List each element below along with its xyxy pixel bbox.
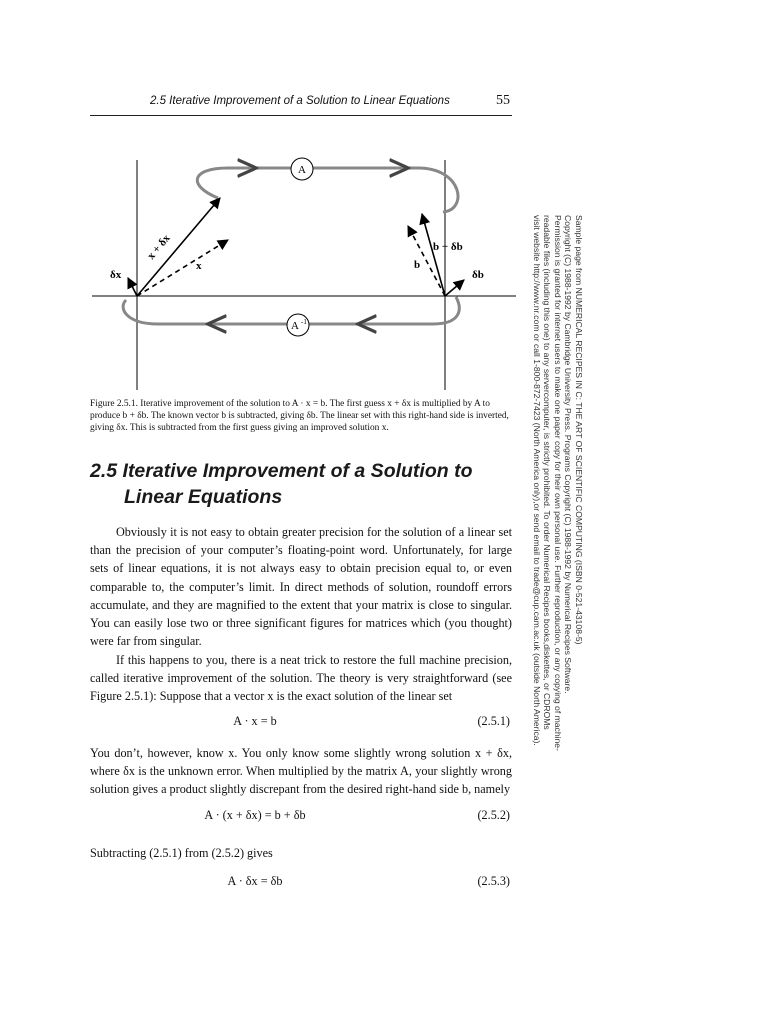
- equation-2-5-3: [90, 874, 512, 892]
- b-label: b: [414, 259, 421, 271]
- top-mapping-curve: [197, 168, 458, 212]
- x-plus-dx-label: x + δx: [145, 232, 173, 262]
- dx-label: δx: [110, 269, 122, 281]
- vector-b-plus-db: [422, 214, 445, 296]
- section-heading: [90, 458, 520, 510]
- x-label: x: [196, 260, 202, 272]
- matrix-A-inverse-label: A: [291, 320, 299, 332]
- vector-db: [445, 280, 464, 296]
- equation-expression: A · x = b: [233, 714, 277, 728]
- copyright-sidebar: [531, 215, 584, 785]
- paragraph-1: [90, 523, 512, 650]
- iterative-improvement-diagram: [88, 150, 518, 390]
- section-heading-line2: Linear Equations: [124, 486, 283, 508]
- matrix-A-inverse-exponent: -1: [301, 318, 307, 326]
- sidebar-line-4: readable files (including this one) to any servercomputer, is strictly prohibited. To order Numerical Recipes books,diskettes, or CDROMs: [542, 215, 553, 730]
- paragraph-1-text: Obviously it is not easy to obtain greater precision for the solution of a linear set than the precision of your computer’s floating-point word. Unfortunately, for large sets of linear equations, it is not always easy to obtain precision equal to, or even comparable to, the computer’s limit. In direct methods of solution, roundoff errors accumulate, and they are magnified to the extent that your matrix is close to singular. You can easily lose two or three significant figures for matrices which (you thought) were far from singular.: [90, 525, 512, 649]
- vector-dx: [128, 278, 137, 296]
- db-label: δb: [472, 269, 484, 281]
- section-heading-line1: 2.5 Iterative Improvement of a Solution to: [90, 460, 473, 482]
- sidebar-line-1: Sample page from NUMERICAL RECIPES IN C: THE ART OF SCIENTIFIC COMPUTING (ISBN 0-521-43108-5): [574, 215, 584, 645]
- equation-2-5-1: [90, 714, 512, 732]
- sidebar-line-5: visit website http://www.nr.com or call 1-800-872-7423 (North America only),or send email to trade@cup.cam.ac.uk (outside North America).: [531, 215, 542, 746]
- vector-x-plus-dx: [137, 198, 220, 296]
- matrix-A-label: A: [298, 164, 306, 176]
- paragraph-3-text: You don’t, however, know x. You only know some slightly wrong solution x + δx, where δx is the unknown error. When multiplied by the matrix A, your slightly wrong solution gives a product slightly discrepant from the desired right-hand side b, namely: [90, 746, 512, 797]
- running-header: [90, 93, 512, 116]
- running-title: 2.5 Iterative Improvement of a Solution to Linear Equations: [150, 95, 450, 107]
- equation-number: (2.5.1): [477, 714, 510, 728]
- sidebar-line-2: Copyright (C) 1988-1992 by Cambridge University Press. Programs Copyright (C) 1988-1992 by Numerical Recipes Software.: [563, 215, 574, 694]
- equation-number: (2.5.3): [477, 874, 510, 888]
- paragraph-4-text: Subtracting (2.5.1) from (2.5.2) gives: [90, 846, 273, 860]
- equation-expression: A · (x + δx) = b + δb: [204, 808, 306, 822]
- paragraph-2-text: If this happens to you, there is a neat trick to restore the full machine precision, called iterative improvement of the solution. The theory is very straightforward (see Figure 2.5.1): Suppose that a vector x is the exact solution of the linear set: [90, 653, 512, 704]
- equation-number: (2.5.2): [477, 808, 510, 822]
- figure-caption: Figure 2.5.1. Iterative improvement of the solution to A · x = b. The first guess x + δx is multiplied by A to produce b + δb. The known vector b is subtracted, giving δb. The linear set with this right-hand side is inverted, giving δx. This is subtracted from the first guess giving an improved solution x.: [90, 399, 509, 433]
- equation-expression: A · δx = δb: [227, 874, 283, 888]
- equation-2-5-2: [90, 808, 512, 826]
- sidebar-line-3: Permission is granted for internet users to make one paper copy for their own personal use. Further reproduction, or any copying of machine-: [552, 215, 563, 751]
- paragraph-2: [90, 651, 512, 706]
- figure-2-5-1: [88, 150, 518, 390]
- page-number: 55: [496, 93, 510, 108]
- b-plus-db-label: b + δb: [433, 241, 463, 253]
- paragraph-4: [90, 844, 512, 862]
- paragraph-3: [90, 744, 512, 799]
